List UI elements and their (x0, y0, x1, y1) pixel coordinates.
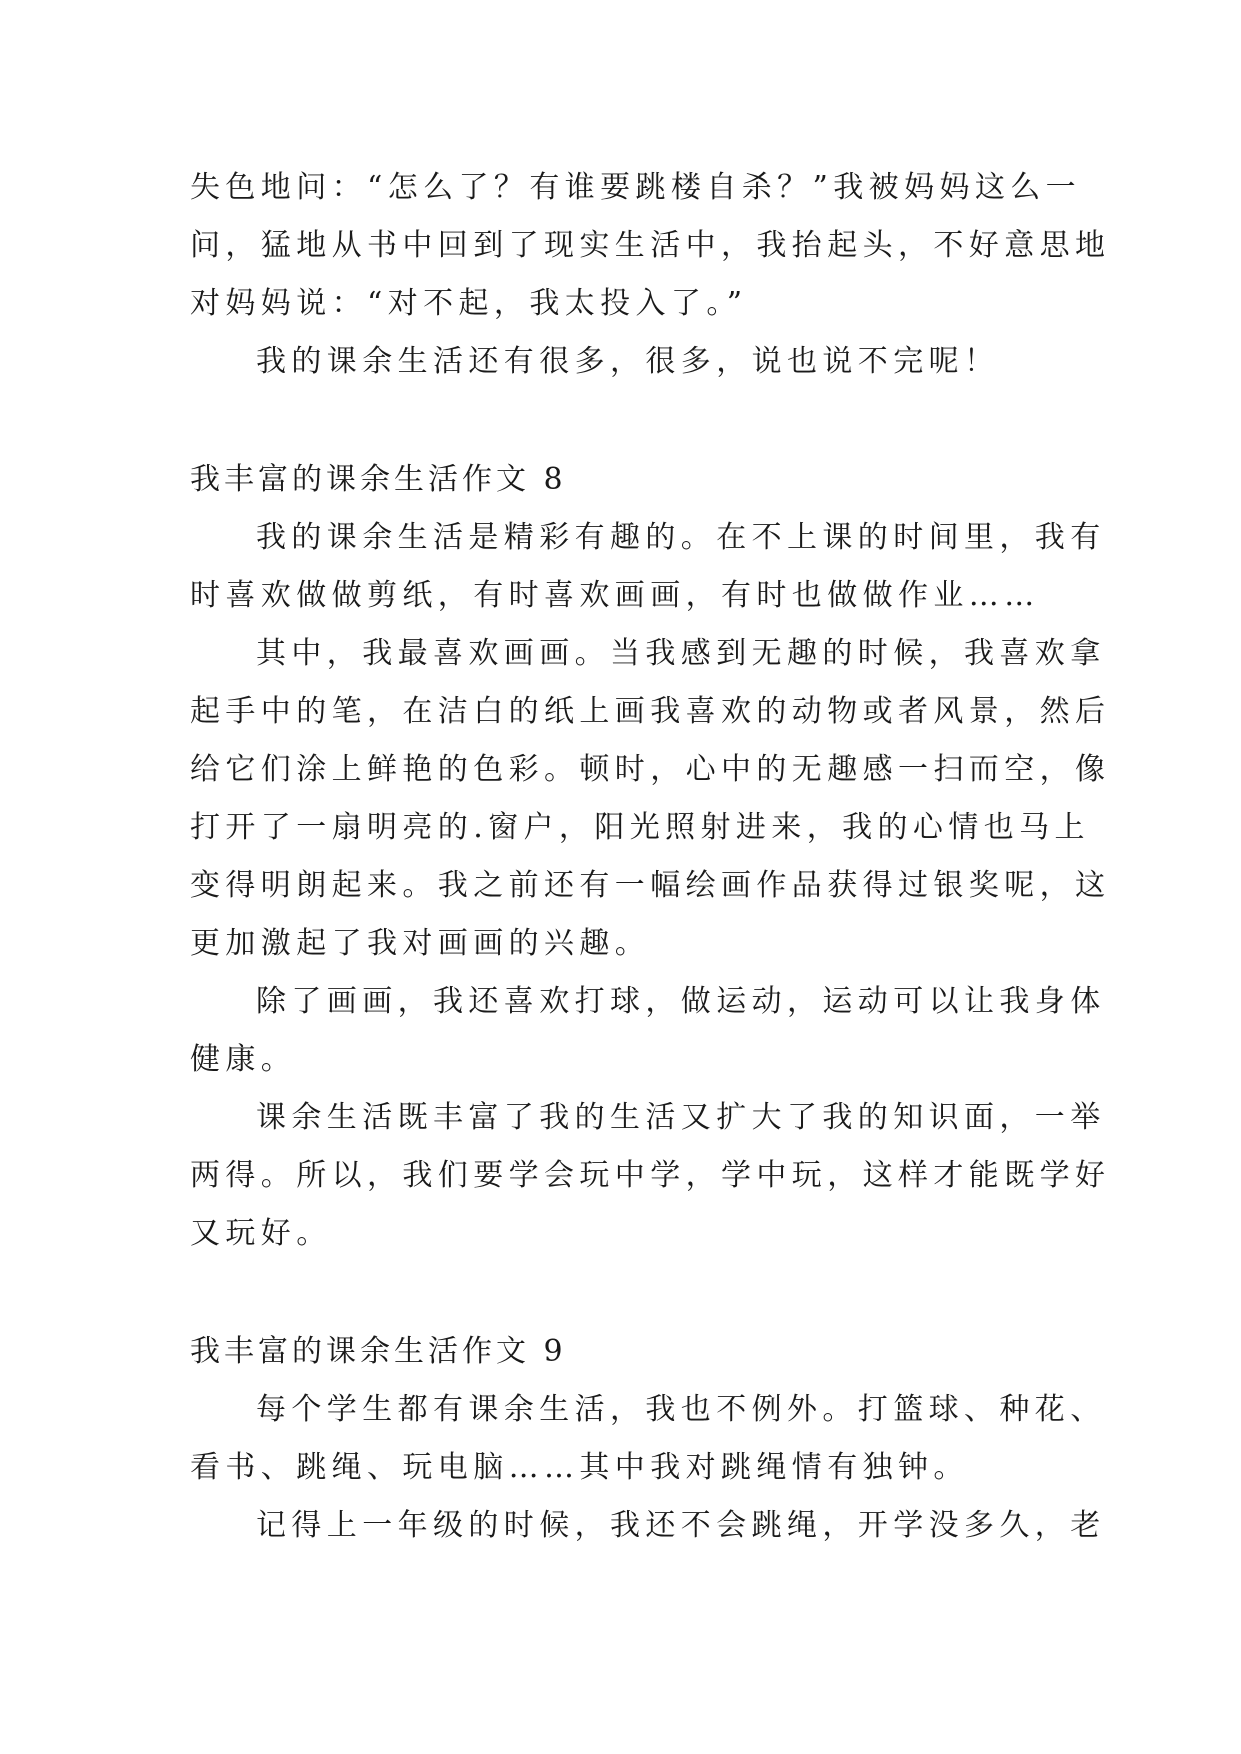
paragraph-line: 记得上一年级的时候，我还不会跳绳，开学没多久，老 (256, 1508, 1106, 1543)
paragraph-line: 起手中的笔，在洁白的纸上画我喜欢的动物或者风景，然后 (190, 694, 1111, 729)
paragraph-line: 健康。 (190, 1042, 297, 1077)
section-heading: 我丰富的课余生活作文 8 (190, 462, 567, 497)
paragraph-line: 看书、跳绳、玩电脑……其中我对跳绳情有独钟。 (190, 1450, 969, 1485)
paragraph-line: 失色地问：“怎么了？有谁要跳楼自杀？”我被妈妈这么一 (190, 170, 1082, 205)
paragraph-line: 我的课余生活还有很多，很多，说也说不完呢！ (256, 344, 1000, 379)
paragraph-line: 每个学生都有课余生活，我也不例外。打篮球、种花、 (256, 1392, 1106, 1427)
paragraph-line: 给它们涂上鲜艳的色彩。顿时，心中的无趣感一扫而空，像 (190, 752, 1111, 787)
paragraph-line: 打开了一扇明亮的.窗户，阳光照射进来，我的心情也马上 (190, 810, 1090, 845)
section-heading: 我丰富的课余生活作文 9 (190, 1334, 567, 1369)
paragraph-line: 课余生活既丰富了我的生活又扩大了我的知识面，一举 (256, 1100, 1106, 1135)
paragraph-line: 对妈妈说：“对不起，我太投入了。” (190, 286, 748, 321)
paragraph-line: 其中，我最喜欢画画。当我感到无趣的时候，我喜欢拿 (256, 636, 1106, 671)
paragraph-line: 问，猛地从书中回到了现实生活中，我抬起头，不好意思地 (190, 228, 1111, 263)
paragraph-line: 时喜欢做做剪纸，有时喜欢画画，有时也做做作业…… (190, 578, 1040, 613)
paragraph-line: 两得。所以，我们要学会玩中学，学中玩，这样才能既学好 (190, 1158, 1111, 1193)
paragraph-line: 除了画画，我还喜欢打球，做运动，运动可以让我身体 (256, 984, 1106, 1019)
paragraph-line: 更加激起了我对画画的兴趣。 (190, 926, 651, 961)
paragraph-line: 我的课余生活是精彩有趣的。在不上课的时间里，我有 (256, 520, 1106, 555)
paragraph-line: 又玩好。 (190, 1216, 332, 1251)
paragraph-line: 变得明朗起来。我之前还有一幅绘画作品获得过银奖呢，这 (190, 868, 1111, 903)
